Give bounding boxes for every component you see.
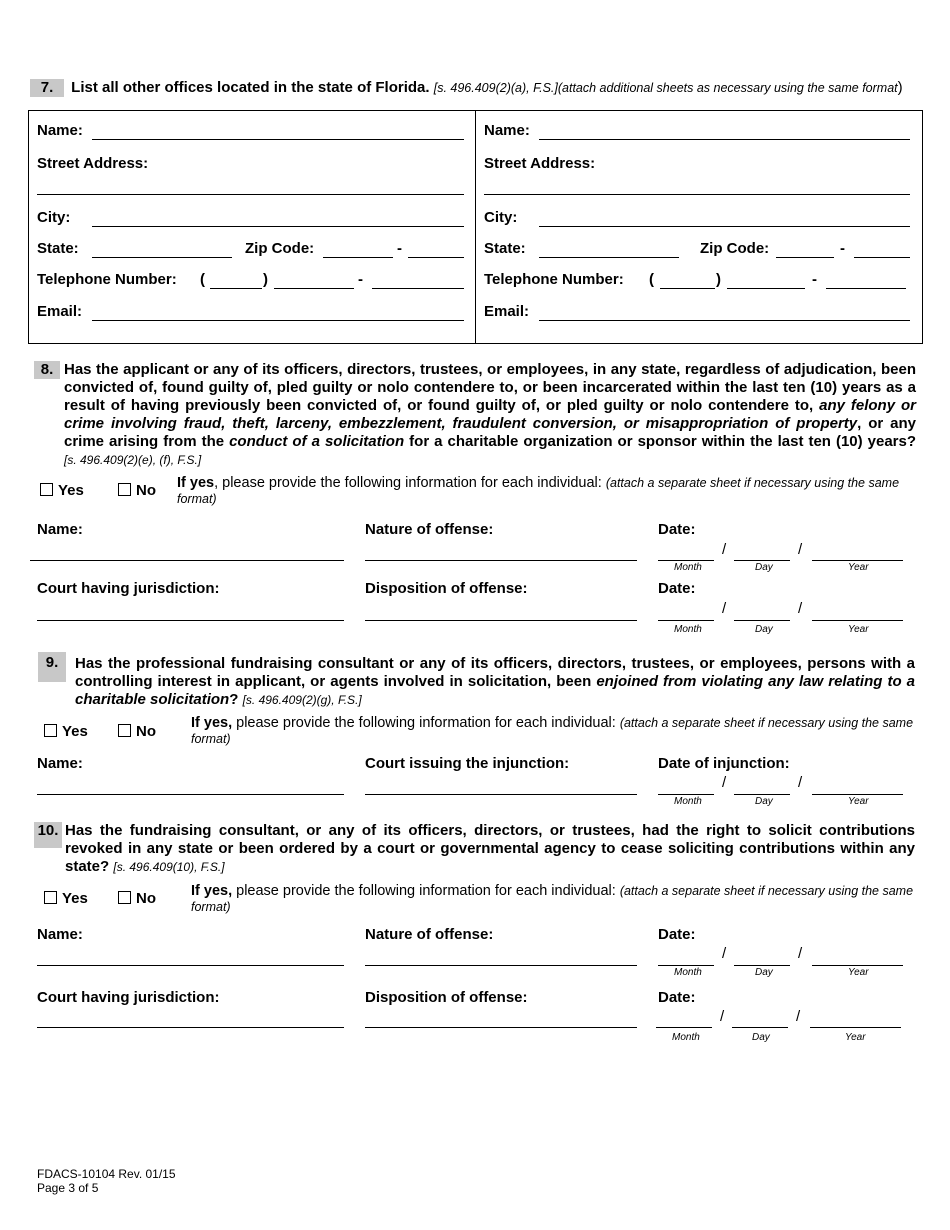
year-field[interactable] [812, 560, 903, 561]
section-7-heading [30, 79, 903, 97]
checkbox-icon[interactable] [118, 483, 131, 496]
date-slash: / [798, 945, 803, 962]
zip-ext-field[interactable] [854, 257, 910, 258]
state-field[interactable] [539, 257, 679, 258]
nature-field[interactable] [365, 560, 637, 561]
if-yes-text: , please provide the following information for each individual: [214, 475, 602, 491]
name-label: Name: [37, 755, 83, 772]
section-8-number: 8. [34, 361, 60, 379]
if-yes-note: (attach a separate sheet if necessary using the same format) [191, 716, 914, 746]
zip-dash: - [397, 240, 402, 257]
zip-ext-field[interactable] [408, 257, 464, 258]
disposition-label: Disposition of offense: [365, 580, 528, 597]
court-field[interactable] [37, 1027, 344, 1028]
month-caption: Month [672, 1032, 700, 1043]
paren-open: ( [200, 271, 205, 288]
section-9-number: 9. [38, 652, 66, 682]
name-field[interactable] [92, 139, 464, 140]
year-caption: Year [845, 1032, 866, 1043]
disposition-field[interactable] [365, 1027, 637, 1028]
page-number: Page 3 of 5 [37, 1181, 99, 1195]
street-field[interactable] [484, 194, 910, 195]
name-label: Name: [484, 122, 530, 139]
court-field[interactable] [365, 794, 637, 795]
street-label: Street Address: [484, 155, 596, 172]
email-field[interactable] [539, 320, 910, 321]
city-label: City: [37, 209, 71, 226]
paren-close: ) [263, 271, 268, 288]
checkbox-icon[interactable] [40, 483, 53, 496]
day-caption: Day [755, 624, 773, 635]
day-field[interactable] [732, 1027, 788, 1028]
date-slash: / [722, 541, 727, 558]
day-field[interactable] [734, 794, 790, 795]
year-field[interactable] [812, 965, 903, 966]
month-caption: Month [674, 796, 702, 807]
zip-label: Zip Code: [245, 240, 315, 257]
phone-prefix-field[interactable] [274, 288, 354, 289]
question-text-emphasis: enjoined from violating any law relating to a charitable solicitation [75, 673, 915, 708]
section-10-number: 10. [34, 822, 62, 848]
name-label: Name: [37, 926, 83, 943]
month-field[interactable] [658, 560, 714, 561]
phone-dash: - [812, 271, 817, 288]
no-checkbox[interactable] [118, 482, 156, 499]
paren-close: ) [716, 271, 721, 288]
state-field[interactable] [92, 257, 232, 258]
if-yes-bold: If yes [177, 475, 215, 491]
zip-label: Zip Code: [700, 240, 770, 257]
section-9-question [75, 655, 915, 709]
day-caption: Day [755, 562, 773, 573]
date-slash: / [722, 774, 727, 791]
phone-line-field[interactable] [826, 288, 906, 289]
if-yes-note: (attach a separate sheet if necessary using the same format) [191, 884, 914, 914]
state-label: State: [484, 240, 526, 257]
nature-label: Nature of offense: [365, 521, 494, 538]
day-field[interactable] [734, 965, 790, 966]
if-yes-instructions [191, 883, 917, 915]
zip-field[interactable] [323, 257, 393, 258]
no-label: No [136, 482, 156, 499]
date-label: Date: [658, 926, 696, 943]
email-label: Email: [37, 303, 83, 320]
date-label: Date: [658, 521, 696, 538]
month-field[interactable] [656, 1027, 712, 1028]
year-caption: Year [848, 967, 869, 978]
year-caption: Year [848, 796, 869, 807]
day-caption: Day [755, 796, 773, 807]
yes-label: Yes [58, 482, 84, 499]
date-label: Date of injunction: [658, 755, 790, 772]
phone-prefix-field[interactable] [727, 288, 805, 289]
year-caption: Year [848, 562, 869, 573]
state-label: State: [37, 240, 79, 257]
question-text-emphasis: conduct of a solicitation [229, 433, 405, 450]
date-slash: / [720, 1008, 725, 1025]
court-label: Court issuing the injunction: [365, 755, 570, 772]
date-slash: / [796, 1008, 801, 1025]
yes-checkbox[interactable] [44, 723, 88, 740]
section-citation: [s. 496.409(2)(a), F.S.](attach additional sheets as necessary using the same format [433, 81, 898, 95]
year-caption: Year [848, 624, 869, 635]
date-slash: / [722, 600, 727, 617]
day-field[interactable] [734, 560, 790, 561]
no-checkbox[interactable] [118, 890, 156, 907]
section-10-question [65, 822, 915, 876]
if-yes-text: please provide the following information for each individual: [232, 715, 616, 731]
date-slash: / [798, 600, 803, 617]
question-text: , or any crime arising from the [64, 415, 916, 450]
disposition-field[interactable] [365, 620, 637, 621]
footer [37, 1167, 176, 1195]
no-label: No [136, 723, 156, 740]
month-field[interactable] [658, 965, 714, 966]
yes-label: Yes [62, 890, 88, 907]
name-label: Name: [37, 122, 83, 139]
date-slash: / [798, 774, 803, 791]
city-field[interactable] [92, 226, 464, 227]
yes-label: Yes [62, 723, 88, 740]
year-field[interactable] [812, 794, 903, 795]
nature-field[interactable] [365, 965, 637, 966]
court-field[interactable] [37, 620, 344, 621]
checkbox-icon[interactable] [44, 724, 57, 737]
if-yes-instructions [177, 475, 917, 507]
checkbox-icon[interactable] [118, 891, 131, 904]
telephone-label: Telephone Number: [37, 271, 177, 288]
street-field[interactable] [37, 194, 464, 195]
court-label: Court having jurisdiction: [37, 580, 220, 597]
yes-checkbox[interactable] [40, 482, 84, 499]
city-label: City: [484, 209, 518, 226]
name-field[interactable] [37, 794, 344, 795]
question-text: Has the fundraising consultant, or any of its officers, directors, or trustees, had the right to solicit contributions revoked in any state or been ordered by a court or governmental agency to cease soliciting contributions within any state? [65, 822, 915, 875]
question-citation: [s. 496.409(2)(e), (f), F.S.] [64, 453, 202, 467]
paren-open: ( [649, 271, 654, 288]
section-8-question [64, 361, 916, 469]
yes-checkbox[interactable] [44, 890, 88, 907]
nature-label: Nature of offense: [365, 926, 494, 943]
year-field[interactable] [812, 620, 903, 621]
question-citation: [s. 496.409(10), F.S.] [113, 860, 225, 874]
if-yes-bold: If yes, [191, 883, 233, 899]
month-field[interactable] [658, 794, 714, 795]
date-label: Date: [658, 989, 696, 1006]
date-slash: / [722, 945, 727, 962]
zip-dash: - [840, 240, 845, 257]
if-yes-instructions [191, 715, 917, 747]
city-field[interactable] [539, 226, 910, 227]
phone-line-field[interactable] [372, 288, 464, 289]
citation-close: ) [897, 79, 903, 96]
if-yes-note: (attach a separate sheet if necessary using the same format) [177, 476, 900, 506]
checkbox-icon[interactable] [44, 891, 57, 904]
name-field[interactable] [539, 139, 910, 140]
form-number: FDACS-10104 Rev. 01/15 [37, 1167, 176, 1181]
court-label: Court having jurisdiction: [37, 989, 220, 1006]
date-label: Date: [658, 580, 696, 597]
month-field[interactable] [658, 620, 714, 621]
name-field[interactable] [30, 560, 344, 561]
day-caption: Day [755, 967, 773, 978]
checkbox-icon[interactable] [118, 724, 131, 737]
date-slash: / [798, 541, 803, 558]
name-label: Name: [37, 521, 83, 538]
question-text: ? [229, 691, 239, 708]
section-title: List all other offices located in the state of Florida. [71, 79, 430, 96]
zip-field[interactable] [776, 257, 834, 258]
if-yes-bold: If yes, [191, 715, 233, 731]
month-caption: Month [674, 967, 702, 978]
question-citation: [s. 496.409(2)(g), F.S.] [242, 693, 362, 707]
day-field[interactable] [734, 620, 790, 621]
no-checkbox[interactable] [118, 723, 156, 740]
day-caption: Day [752, 1032, 770, 1043]
year-field[interactable] [810, 1027, 901, 1028]
question-text: for a charitable organization or sponsor within the last ten (10) years? [409, 433, 917, 450]
area-code-field[interactable] [660, 288, 715, 289]
question-text: Has the applicant or any of its officers, directors, trustees, or employees, in any state, regardless of adjudication, been convicted of, found guilty of, pled guilty or nolo contendere to, or been incarcerated within the last ten (10) years as a result of having previously been convicted of, or found guilty of, or pled guilty or nolo contendere to, [64, 361, 916, 414]
email-label: Email: [484, 303, 530, 320]
if-yes-text: please provide the following information for each individual: [232, 883, 616, 899]
month-caption: Month [674, 624, 702, 635]
disposition-label: Disposition of offense: [365, 989, 528, 1006]
question-text: Has the professional fundraising consultant or any of its officers, directors, trustees, or employees, persons with a controlling interest in applicant, or agents involved in solicitation, been [75, 655, 915, 690]
no-label: No [136, 890, 156, 907]
name-field[interactable] [37, 965, 344, 966]
telephone-label: Telephone Number: [484, 271, 624, 288]
month-caption: Month [674, 562, 702, 573]
phone-dash: - [358, 271, 363, 288]
area-code-field[interactable] [210, 288, 262, 289]
section-number: 7. [30, 79, 64, 97]
street-label: Street Address: [37, 155, 149, 172]
offices-divider [475, 110, 476, 344]
question-text-emphasis: any felony or crime involving fraud, theft, larceny, embezzlement, fraudulent conversion, or misappropriation of property [64, 397, 916, 432]
email-field[interactable] [92, 320, 464, 321]
